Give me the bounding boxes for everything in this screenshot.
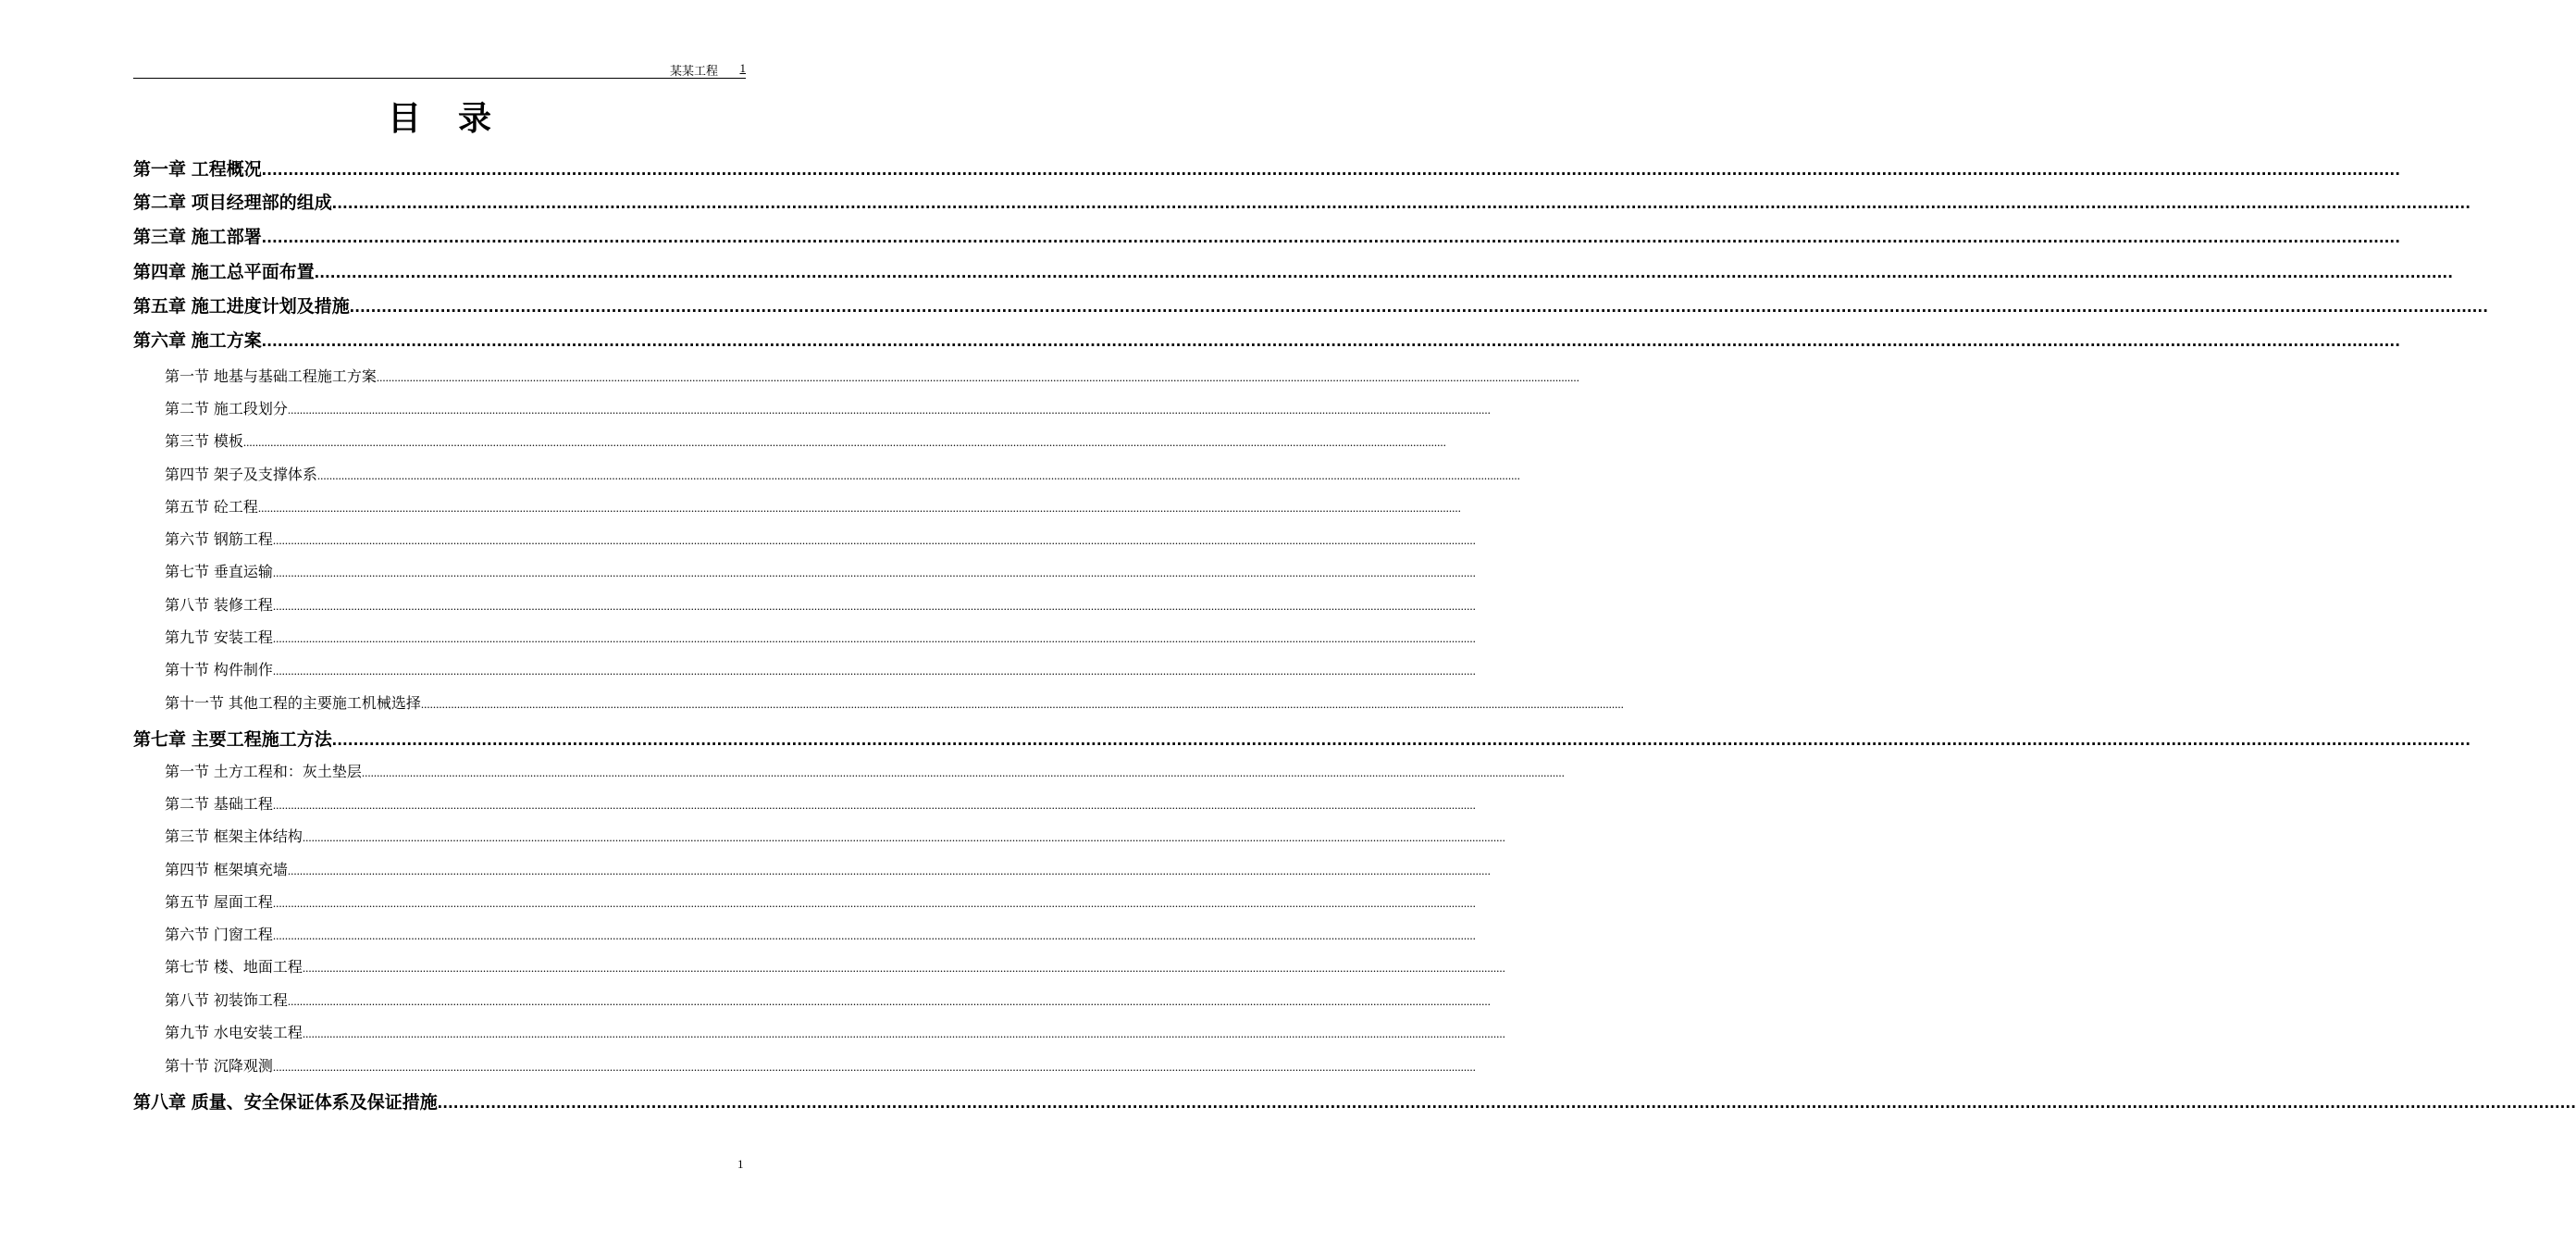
toc-entry-number: 第六节	[165, 530, 210, 548]
toc-entry-title: 其他工程的主要施工机械选择	[228, 694, 421, 712]
toc-dot-leader: ................................................................................................................................................................................................................................................................................................................................................................................................................	[420, 697, 1624, 711]
toc-dot-leader: ................................................................................................................................................................................................................................................................................................................................................................................................................	[242, 435, 1446, 449]
toc-entry-number: 第五章	[133, 296, 187, 317]
toc-chapter-entry[interactable]	[133, 292, 2489, 318]
toc-entry-number: 第三节	[165, 827, 210, 845]
toc-section-entry[interactable]	[165, 495, 1461, 517]
toc-dot-leader: ................................................................................................................................................................................................................................................................................................................................................................................................................	[272, 566, 1476, 579]
toc-section-entry[interactable]	[165, 658, 1476, 680]
toc-entry-title: 装修工程	[213, 596, 273, 614]
toc-entry-number: 第二节	[165, 795, 210, 813]
toc-section-entry[interactable]	[165, 397, 1491, 419]
toc-entry-number: 第六章	[133, 330, 187, 351]
toc-entry-number: 第十一节	[165, 694, 225, 712]
toc-section-entry[interactable]	[165, 691, 1624, 714]
toc-section-entry[interactable]	[165, 923, 1476, 945]
toc-entry-title: 初装饰工程	[213, 991, 288, 1009]
toc-section-entry[interactable]	[165, 1054, 1476, 1076]
toc-entry-title: 门窗工程	[213, 926, 273, 943]
toc-section-entry[interactable]	[165, 463, 1520, 485]
toc-dot-leader: ................................................................................................................................................................................................................................................................................................................................................................................................................	[331, 193, 2471, 213]
toc-chapter-entry[interactable]	[133, 258, 2454, 284]
toc-entry-number: 第九节	[165, 628, 210, 646]
toc-entry-number: 第八节	[165, 596, 210, 614]
toc-chapter-entry[interactable]	[133, 726, 2471, 752]
toc-dot-leader: ................................................................................................................................................................................................................................................................................................................................................................................................................	[376, 370, 1579, 384]
toc-dot-leader: ................................................................................................................................................................................................................................................................................................................................................................................................................	[272, 1060, 1476, 1074]
toc-section-entry[interactable]	[165, 365, 1579, 387]
toc-entry-title: 屋面工程	[213, 893, 273, 911]
toc-dot-leader: ................................................................................................................................................................................................................................................................................................................................................................................................................	[361, 765, 1565, 779]
toc-entry-title: 质量、安全保证体系及保证措施	[191, 1092, 438, 1113]
toc-entry-title: 安装工程	[213, 628, 273, 646]
toc-section-entry[interactable]	[165, 825, 1505, 847]
toc-entry-title: 框架填充墙	[213, 861, 288, 878]
toc-entry-number: 第七节	[165, 563, 210, 580]
toc-dot-leader: ................................................................................................................................................................................................................................................................................................................................................................................................................	[316, 468, 1520, 482]
toc-dot-leader: ................................................................................................................................................................................................................................................................................................................................................................................................................	[349, 297, 2489, 317]
toc-entry-number: 第十节	[165, 1057, 210, 1075]
toc-entry-title: 水电安装工程	[213, 1024, 303, 1041]
toc-entry-number: 第四节	[165, 861, 210, 878]
toc-entry-title: 模板	[213, 432, 243, 450]
header-title: 某某工程	[669, 65, 718, 79]
toc-dot-leader: ................................................................................................................................................................................................................................................................................................................................................................................................................	[272, 533, 1476, 547]
toc-entry-number: 第三节	[165, 432, 210, 450]
toc-section-entry[interactable]	[165, 528, 1476, 550]
toc-dot-leader: ................................................................................................................................................................................................................................................................................................................................................................................................................	[272, 631, 1476, 645]
toc-chapter-entry[interactable]	[133, 223, 2401, 249]
toc-entry-title: 砼工程	[213, 498, 258, 516]
toc-chapter-entry[interactable]	[133, 327, 2401, 353]
toc-dot-leader: ................................................................................................................................................................................................................................................................................................................................................................................................................	[314, 263, 2454, 282]
toc-dot-leader: ................................................................................................................................................................................................................................................................................................................................................................................................................	[272, 599, 1476, 613]
toc-entry-title: 施工总平面布置	[191, 262, 315, 282]
toc-entry-number: 第二章	[133, 193, 187, 213]
toc-entry-title: 土方工程和：灰土垫层	[213, 763, 362, 780]
toc-chapter-entry[interactable]	[133, 189, 2471, 215]
toc-entry-number: 第七节	[165, 958, 210, 976]
toc-entry-title: 施工方案	[191, 330, 262, 351]
toc-entry-title: 地基与基础工程施工方案	[213, 367, 377, 385]
toc-entry-number: 第五节	[165, 893, 210, 911]
toc-entry-title: 沉降观测	[213, 1057, 273, 1075]
toc-dot-leader: ................................................................................................................................................................................................................................................................................................................................................................................................................	[261, 160, 2401, 180]
toc-entry-number: 第四节	[165, 466, 210, 483]
toc-section-entry[interactable]	[165, 760, 1565, 782]
toc-section-entry[interactable]	[165, 792, 1476, 815]
toc-dot-leader: ................................................................................................................................................................................................................................................................................................................................................................................................................	[302, 830, 1505, 844]
toc-entry-title: 钢筋工程	[213, 530, 273, 548]
toc-dot-leader: ................................................................................................................................................................................................................................................................................................................................................................................................................	[272, 664, 1476, 678]
toc-entry-number: 第六节	[165, 926, 210, 943]
toc-section-entry[interactable]	[165, 858, 1491, 880]
toc-section-entry[interactable]	[165, 429, 1446, 452]
document-title: 目录	[387, 100, 528, 138]
toc-entry-number: 第十节	[165, 661, 210, 678]
toc-entry-number: 第八节	[165, 991, 210, 1009]
toc-dot-leader: ................................................................................................................................................................................................................................................................................................................................................................................................................	[437, 1093, 2576, 1113]
toc-section-entry[interactable]	[165, 593, 1476, 616]
toc-section-entry[interactable]	[165, 955, 1505, 977]
toc-dot-leader: ................................................................................................................................................................................................................................................................................................................................................................................................................	[302, 961, 1505, 975]
toc-entry-title: 施工段划分	[213, 400, 288, 417]
toc-section-entry[interactable]	[165, 560, 1476, 582]
toc-chapter-entry[interactable]	[133, 1088, 2576, 1114]
toc-dot-leader: ................................................................................................................................................................................................................................................................................................................................................................................................................	[302, 1026, 1505, 1040]
footer-page-number: 1	[737, 1157, 744, 1171]
toc-entry-title: 主要工程施工方法	[191, 729, 332, 750]
toc-section-entry[interactable]	[165, 1021, 1505, 1043]
toc-section-entry[interactable]	[165, 890, 1476, 913]
toc-dot-leader: ................................................................................................................................................................................................................................................................................................................................................................................................................	[272, 928, 1476, 942]
toc-entry-title: 构件制作	[213, 661, 273, 678]
toc-dot-leader: ................................................................................................................................................................................................................................................................................................................................................................................................................	[272, 798, 1476, 812]
toc-entry-title: 工程概况	[191, 159, 262, 180]
toc-dot-leader: ................................................................................................................................................................................................................................................................................................................................................................................................................	[257, 501, 1461, 515]
toc-entry-number: 第一章	[133, 159, 187, 180]
toc-dot-leader: ................................................................................................................................................................................................................................................................................................................................................................................................................	[261, 228, 2401, 247]
toc-dot-leader: ................................................................................................................................................................................................................................................................................................................................................................................................................	[287, 994, 1491, 1008]
toc-entry-title: 楼、地面工程	[213, 958, 303, 976]
toc-entry-title: 施工部署	[191, 227, 262, 247]
toc-entry-number: 第九节	[165, 1024, 210, 1041]
toc-entry-number: 第三章	[133, 227, 187, 247]
toc-entry-number: 第七章	[133, 729, 187, 750]
toc-entry-title: 架子及支撑体系	[213, 466, 317, 483]
toc-entry-number: 第五节	[165, 498, 210, 516]
toc-dot-leader: ................................................................................................................................................................................................................................................................................................................................................................................................................	[272, 896, 1476, 910]
toc-dot-leader: ................................................................................................................................................................................................................................................................................................................................................................................................................	[287, 864, 1491, 877]
toc-section-entry[interactable]	[165, 626, 1476, 648]
toc-entry-number: 第二节	[165, 400, 210, 417]
toc-entry-number: 第一节	[165, 367, 210, 385]
toc-entry-title: 基础工程	[213, 795, 273, 813]
toc-dot-leader: ................................................................................................................................................................................................................................................................................................................................................................................................................	[287, 403, 1491, 417]
toc-dot-leader: ................................................................................................................................................................................................................................................................................................................................................................................................................	[331, 730, 2471, 750]
toc-entry-number: 第四章	[133, 262, 187, 282]
header-page-number: 1	[739, 61, 746, 75]
toc-chapter-entry[interactable]	[133, 156, 2401, 181]
toc-entry-title: 项目经理部的组成	[191, 193, 332, 213]
toc-entry-number: 第一节	[165, 763, 210, 780]
toc-entry-number: 第八章	[133, 1092, 187, 1113]
toc-entry-title: 施工进度计划及措施	[191, 296, 350, 317]
toc-section-entry[interactable]	[165, 989, 1491, 1011]
toc-dot-leader: ................................................................................................................................................................................................................................................................................................................................................................................................................	[261, 331, 2401, 351]
toc-entry-title: 框架主体结构	[213, 827, 303, 845]
toc-entry-title: 垂直运输	[213, 563, 273, 580]
